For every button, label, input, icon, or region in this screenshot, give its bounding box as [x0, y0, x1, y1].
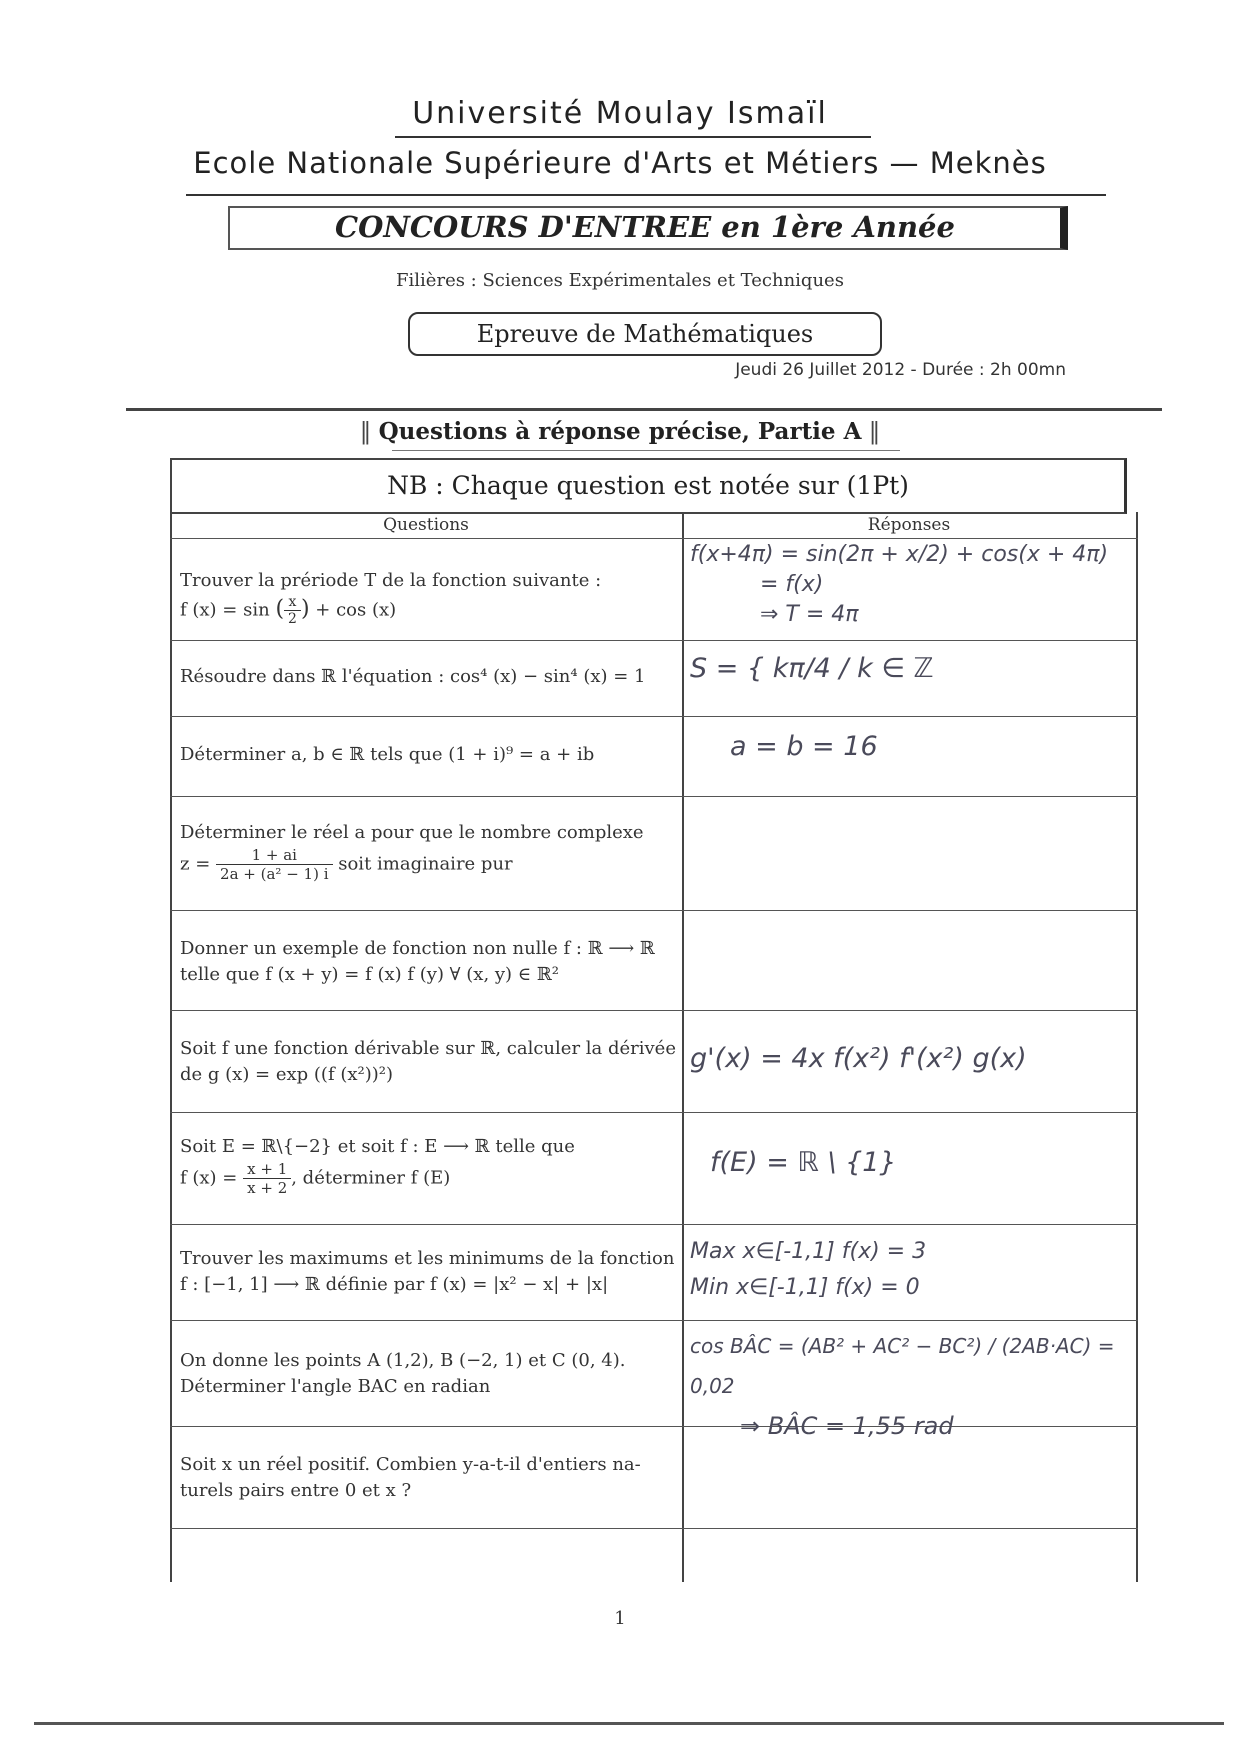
question-fraction	[243, 1160, 291, 1197]
table-row	[170, 1010, 1138, 1113]
fraction-denominator: 2	[288, 611, 297, 627]
question-formula-pre: f (x) =	[180, 1167, 238, 1189]
page-number: 1	[614, 1608, 626, 1629]
question-cell	[180, 1134, 680, 1197]
university-underline	[395, 136, 871, 138]
university-name: Université Moulay Ismaïl	[412, 96, 828, 131]
page-bottom-rule	[34, 1722, 1224, 1725]
answer-line: ⇒ BÂC = 1,55 rad	[740, 1412, 954, 1440]
header-divider	[126, 408, 1162, 411]
question-formula-post: , déterminer f (E)	[291, 1167, 451, 1189]
question-formula	[180, 846, 680, 883]
question-text: f : [−1, 1] ⟶ ℝ définie par f (x) = |x² − x| + |x|	[180, 1274, 609, 1295]
question-cell	[180, 1348, 680, 1400]
fraction-numerator: x + 1	[243, 1160, 291, 1179]
table-row	[170, 1224, 1138, 1321]
school-name: Ecole Nationale Supérieure d'Arts et Métiers — Meknès	[193, 146, 1047, 180]
answer-cell: S = { kπ/4 / k ∈ ℤ	[690, 653, 934, 684]
answer-cell: f(E) = ℝ \ {1}	[710, 1147, 897, 1178]
question-text: On donne les points A (1,2), B (−2, 1) et C (0, 4).	[180, 1350, 626, 1371]
answer-line: Max x∈[-1,1] f(x) = 3	[690, 1239, 927, 1264]
fraction-numerator: x	[284, 594, 301, 611]
question-cell	[180, 820, 680, 883]
question-cell	[180, 568, 680, 627]
exam-subject: Epreuve de Mathématiques	[408, 312, 882, 356]
question-formula-post: soit imaginaire pur	[338, 853, 513, 875]
table-row	[170, 538, 1138, 641]
filieres: Filières : Sciences Expérimentales et Techniques	[396, 270, 844, 291]
answer-line: f(x+4π) = sin(2π + x/2) + cos(x + 4π)	[690, 542, 1109, 567]
question-formula-post: + cos (x)	[315, 599, 397, 621]
question-cell	[180, 1452, 680, 1504]
answer-line: ⇒ T = 4π	[760, 602, 859, 627]
section-title-text: Questions à réponse précise, Partie A	[378, 418, 862, 445]
question-text: Déterminer l'angle BAC en radian	[180, 1376, 491, 1397]
answer-cell	[690, 1234, 1130, 1306]
section-title: ‖ Questions à réponse précise, Partie A ‖	[359, 418, 881, 445]
question-cell	[180, 1036, 680, 1088]
question-fraction	[216, 846, 332, 883]
question-text: Donner un exemple de fonction non nulle f : ℝ ⟶ ℝ	[180, 938, 655, 959]
table-row	[170, 716, 1138, 797]
question-text: telle que f (x + y) = f (x) f (y) ∀ (x, y) ∈ ℝ²	[180, 964, 560, 985]
question-text: Soit E = ℝ\{−2} et soit f : E ⟶ ℝ telle que	[180, 1136, 575, 1157]
question-formula-pre: z =	[180, 853, 211, 875]
exam-date-duration: Jeudi 26 Juillet 2012 - Durée : 2h 00mn	[735, 360, 1066, 380]
question-text: Trouver la prériode T de la fonction suivante :	[180, 570, 602, 591]
fraction-denominator: x + 2	[247, 1179, 288, 1197]
school-underline	[186, 194, 1106, 196]
question-formula	[180, 1160, 680, 1197]
answer-line: cos BÂC = (AB² + AC² − BC²) / (2AB·AC) = 0,02	[690, 1334, 1115, 1398]
question-text: Trouver les maximums et les minimums de la fonction	[180, 1248, 675, 1269]
section-underline	[392, 450, 900, 451]
table-row	[170, 640, 1138, 717]
question-text: turels pairs entre 0 et x ?	[180, 1480, 412, 1501]
question-text: Soit x un réel positif. Combien y-a-t-il d'entiers na-	[180, 1454, 641, 1475]
answer-line: = f(x)	[760, 572, 824, 597]
column-header-reponses: Réponses	[867, 515, 951, 535]
question-formula-pre: f (x) = sin	[180, 599, 270, 621]
answer-cell	[690, 540, 1130, 630]
question-fraction	[284, 594, 301, 627]
answer-cell: g'(x) = 4x f(x²) f'(x²) g(x)	[690, 1043, 1027, 1074]
table-row	[170, 1320, 1138, 1440]
table-row	[170, 910, 1138, 1011]
nb-note: NB : Chaque question est notée sur (1Pt)	[170, 458, 1127, 514]
answer-cell: a = b = 16	[730, 731, 878, 762]
question-cell: Résoudre dans ℝ l'équation : cos⁴ (x) − sin⁴ (x) = 1	[180, 666, 646, 687]
table-row	[170, 1426, 1138, 1529]
question-cell	[180, 1246, 680, 1298]
question-text: Déterminer le réel a pour que le nombre complexe	[180, 822, 644, 843]
contest-title: CONCOURS D'ENTREE en 1ère Année	[228, 206, 1068, 250]
questions-table	[170, 512, 1138, 1582]
question-formula: f (x) = sin ( $\frac{x}{2}$ ) + cos (x)	[180, 594, 397, 627]
table-row	[170, 1112, 1138, 1225]
table-row	[170, 796, 1138, 911]
table-header-row	[170, 512, 1138, 539]
fraction-denominator: 2a + (a² − 1) i	[220, 865, 329, 883]
question-cell: Déterminer a, b ∈ ℝ tels que (1 + i)⁹ = a + ib	[180, 744, 595, 765]
question-text: de g (x) = exp ((f (x²))²)	[180, 1064, 394, 1085]
question-cell	[180, 936, 680, 988]
column-header-questions: Questions	[383, 515, 469, 535]
answer-line: Min x∈[-1,1] f(x) = 0	[690, 1275, 920, 1300]
fraction-numerator: 1 + ai	[216, 846, 332, 865]
question-text: Soit f une fonction dérivable sur ℝ, calculer la dérivée	[180, 1038, 676, 1059]
